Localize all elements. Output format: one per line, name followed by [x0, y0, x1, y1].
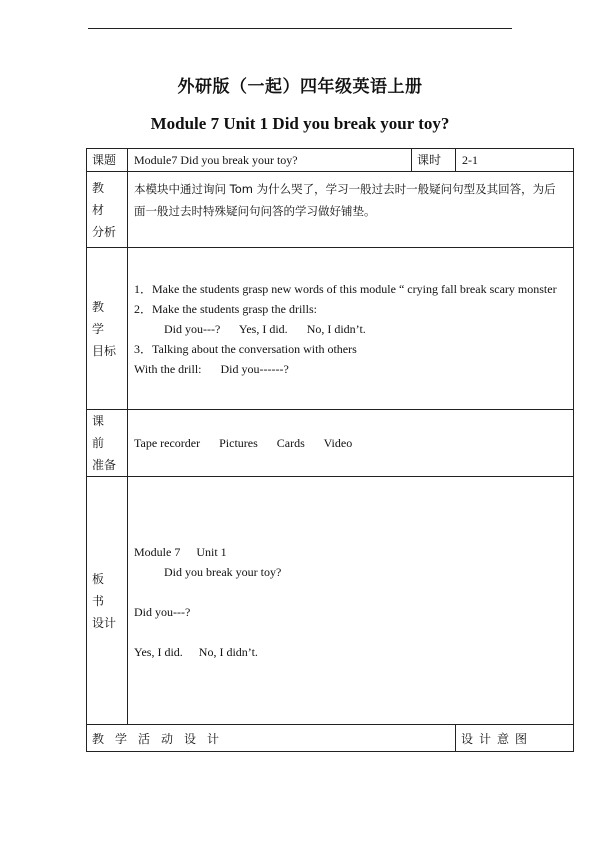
document-title: 外研版（一起）四年级英语上册 [177, 77, 423, 97]
lesson-title: Module 7 Unit 1 Did you break your toy? [150, 114, 450, 133]
prep-row [87, 410, 574, 477]
analysis-text: 本模块中通过询问 Tom 为什么哭了，学习一般过去时一般疑问句型及其回答，为后面一般过去时特殊疑问句问答的学习做好铺垫。 [128, 172, 574, 248]
design-intent-label: 设计意图 [456, 725, 574, 752]
board-drill: Did you---? [134, 605, 191, 619]
prep-item: Pictures [219, 436, 258, 450]
footer-row [87, 725, 574, 752]
prep-item: Tape recorder [134, 436, 201, 450]
prep-item: Video [323, 436, 353, 450]
objectives-label: 教 学 目标 [87, 248, 128, 410]
objective-3-drill: With the drill: Did you------? [134, 361, 289, 376]
board-question: Did you break your toy? [164, 565, 282, 579]
top-rule [88, 28, 512, 29]
prep-label: 课 前 准备 [87, 410, 128, 477]
prep-items [128, 410, 574, 477]
objectives-row [87, 248, 574, 410]
period-value: 2-1 [456, 149, 574, 172]
objective-2-drill: Did you---? Yes, I did. No, I didn’t. [164, 321, 366, 336]
analysis-label: 教 材 分析 [87, 172, 128, 248]
topic-row [87, 149, 574, 172]
objectives-text [128, 248, 574, 410]
board-label: 板 书 设计 [87, 477, 128, 725]
board-answers: Yes, I did. No, I didn’t. [134, 645, 258, 659]
objective-2: 2．Make the students grasp the drills: [134, 301, 317, 316]
activity-design-label: 教学活动设计 [87, 725, 456, 752]
period-label: 课时 [412, 149, 456, 172]
board-design [128, 477, 574, 725]
board-row [87, 477, 574, 725]
objective-1: 1．Make the students grasp new words of this module “ crying fall break scary monster [134, 281, 557, 296]
prep-item: Cards [276, 436, 305, 450]
topic-value: Module7 Did you break your toy? [128, 149, 412, 172]
objective-3: 3．Talking about the conversation with others [134, 341, 357, 356]
analysis-row [87, 172, 574, 248]
board-heading: Module 7 Unit 1 [134, 545, 227, 559]
lesson-plan-table [86, 148, 574, 752]
topic-label: 课题 [87, 149, 128, 172]
